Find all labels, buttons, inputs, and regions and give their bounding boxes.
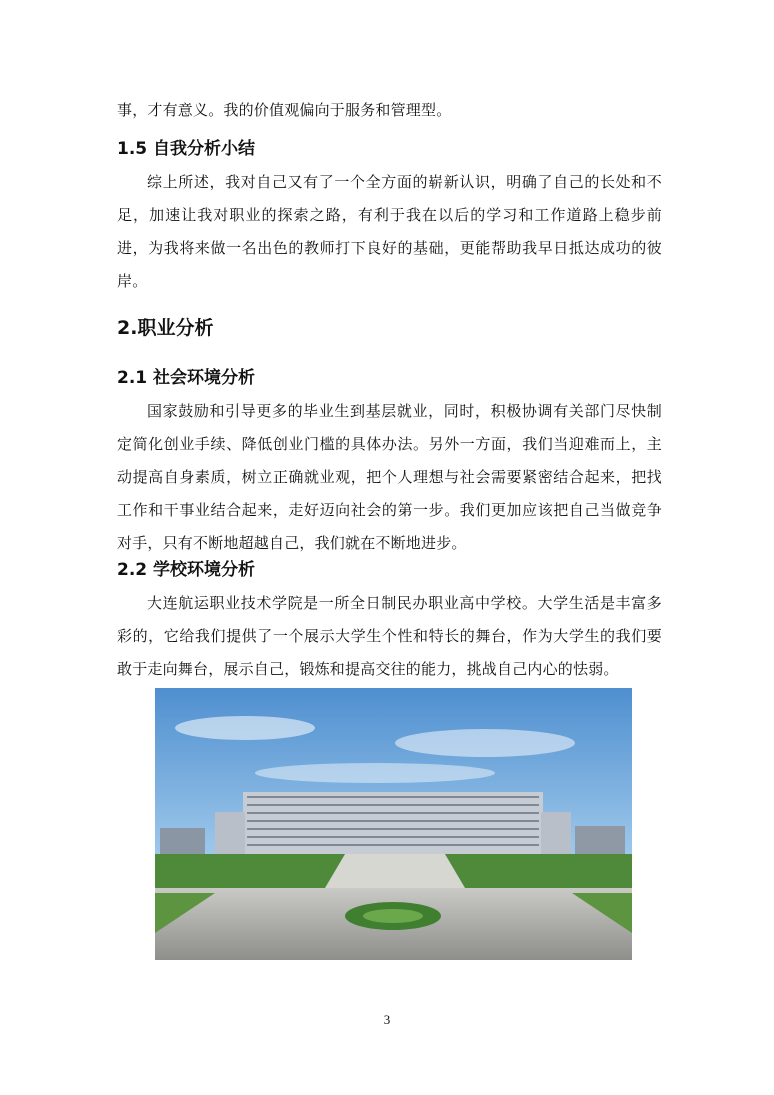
heading-2-1: 2.1 社会环境分析 <box>117 368 256 388</box>
heading-2-2: 2.2 学校环境分析 <box>117 560 256 580</box>
heading-1-5: 1.5 自我分析小结 <box>117 139 256 159</box>
page-number: 3 <box>383 1012 391 1027</box>
paragraph-2-1: 国家鼓励和引导更多的毕业生到基层就业，同时，积极协调有关部门尽快制定简化创业手续、降低创业门槛的具体办法。另外一方面，我们当迎难而上，主动提高自身素质，树立正确就业观，把个人理想与社会需要紧密结合起来，把找工作和干事业结合起来，走好迈向社会的第一步。我们更加应该把自己当做竞争对手，只有不断地超越自己，我们就在不断地进步。 <box>117 402 662 552</box>
paragraph-2-2: 大连航运职业技术学院是一所全日制民办职业高中学校。大学生活是丰富多彩的，它给我们提供了一个展示大学生个性和特长的舞台，作为大学生的我们要敢于走向舞台，展示自己，锻炼和提高交往的能力，挑战自己内心的怯弱。 <box>117 594 662 678</box>
heading-2: 2.职业分析 <box>117 317 214 339</box>
campus-building-photo <box>155 688 632 960</box>
paragraph-continuation: 事，才有意义。我的价值观偏向于服务和管理型。 <box>117 101 452 119</box>
paragraph-1-5: 综上所述，我对自己又有了一个全方面的崭新认识，明确了自己的长处和不足，加速让我对职业的探索之路，有利于我在以后的学习和工作道路上稳步前进，为我将来做一名出色的教师打下良好的基础，更能帮助我早日抵达成功的彼岸。 <box>117 173 662 290</box>
